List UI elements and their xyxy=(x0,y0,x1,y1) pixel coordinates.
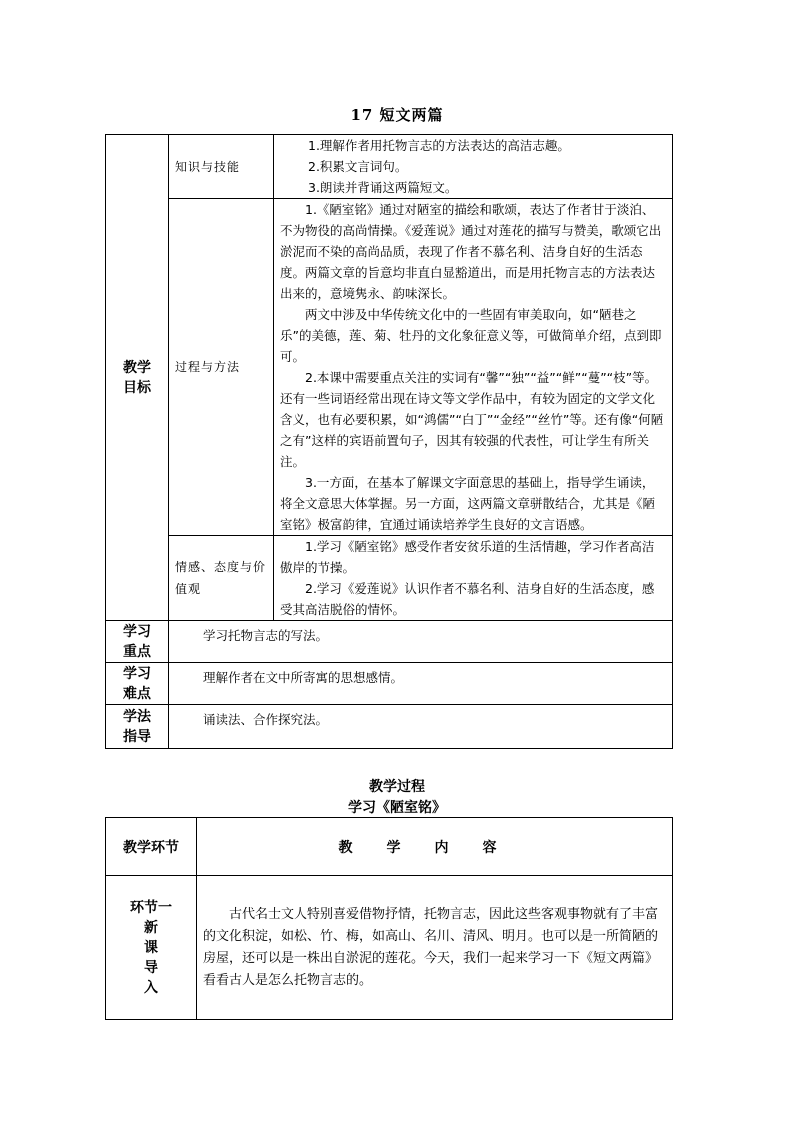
page-title: 17 短文两篇 xyxy=(350,106,444,124)
process-paragraph: 两文中涉及中华传统文化中的一些固有审美取向，如“陋巷之乐”的美德，莲、菊、牡丹的文化象征意义等，可做简单介绍，点到即可。 xyxy=(280,307,662,364)
process-paragraph: 3.一方面，在基本了解课文字面意思的基础上，指导学生诵读，将全文意思大体掌握。另一方面，这两篇文章骈散结合，尤其是《陋室铭》极富韵律，宜通过诵读培养学生良好的文言语感。 xyxy=(280,475,656,532)
knowledge-content xyxy=(274,135,673,199)
objectives-table xyxy=(105,134,673,749)
knowledge-item: 1.理解作者用托物言志的方法表达的高洁志趣。 xyxy=(308,138,570,153)
sub-heading: 学习《陋室铭》 xyxy=(348,800,446,816)
row1-content xyxy=(197,876,673,1020)
knowledge-item: 2.积累文言词句。 xyxy=(308,159,408,174)
difficulty-label: 学习 难点 xyxy=(106,663,169,705)
process-paragraph: 2.本课中需要重点关注的实词有“馨”“独”“益”“鲜”“蔓”“枝”等。还有一些词语经常出现在诗文等文学作品中，有较为固定的文学文化含义，也有必要积累，如“鸿儒”“白丁”“金经”“丝竹”等。还有像“何陋之有”这样的宾语前置句子，因其有较强的代表性，可让学生有所关注。 xyxy=(280,370,664,469)
difficulty-content: 理解作者在文中所寄寓的思想感情。 xyxy=(169,663,673,705)
row1-text: 古代名士文人特别喜爱借物抒情，托物言志，因此这些客观事物就有了丰富的文化积淀，如松、竹、梅，如高山、名川、清风、明月。也可以是一所简陋的房屋，还可以是一株出自淤泥的莲花。今天，我们一起来学习一下《短文两篇》看看古人是怎么托物言志的。 xyxy=(203,906,659,988)
focus-label: 学习 重点 xyxy=(106,621,169,663)
emotion-paragraph: 2.学习《爱莲说》认识作者不慕名利、洁身自好的生活态度，感受其高洁脱俗的情怀。 xyxy=(280,581,655,617)
process-content xyxy=(274,199,673,536)
knowledge-item: 3.朗读并背诵这两篇短文。 xyxy=(308,180,458,195)
objectives-label: 教学 目标 xyxy=(106,135,169,621)
process-label: 过程与方法 xyxy=(169,199,274,536)
methods-content: 诵读法、合作探究法。 xyxy=(169,705,673,749)
methods-label: 学法 指导 xyxy=(106,705,169,749)
col1-header: 教学环节 xyxy=(106,818,197,876)
row1-label: 环节一 新 课 导 入 xyxy=(106,876,197,1020)
knowledge-label: 知识与技能 xyxy=(169,135,274,199)
focus-content: 学习托物言志的写法。 xyxy=(169,621,673,663)
process-paragraph: 1.《陋室铭》通过对陋室的描绘和歌颂，表达了作者甘于淡泊、不为物役的高尚情操。《爱莲说》通过对莲花的描写与赞美，歌颂它出淤泥而不染的高尚品质，表现了作者不慕名利、洁身自好的生活态度。两篇文章的旨意均非直白显豁道出，而是用托物言志的方法表达出来的，意境隽永、韵味深长。 xyxy=(280,202,662,301)
emotion-label: 情感、态度与价值观 xyxy=(169,536,274,621)
process-heading: 教学过程 xyxy=(369,779,425,795)
emotion-paragraph: 1.学习《陋室铭》感受作者安贫乐道的生活情趣，学习作者高洁傲岸的节操。 xyxy=(280,539,655,575)
emotion-content xyxy=(274,536,673,621)
process-table xyxy=(105,817,673,1020)
col2-header: 教学内容 xyxy=(197,818,673,876)
